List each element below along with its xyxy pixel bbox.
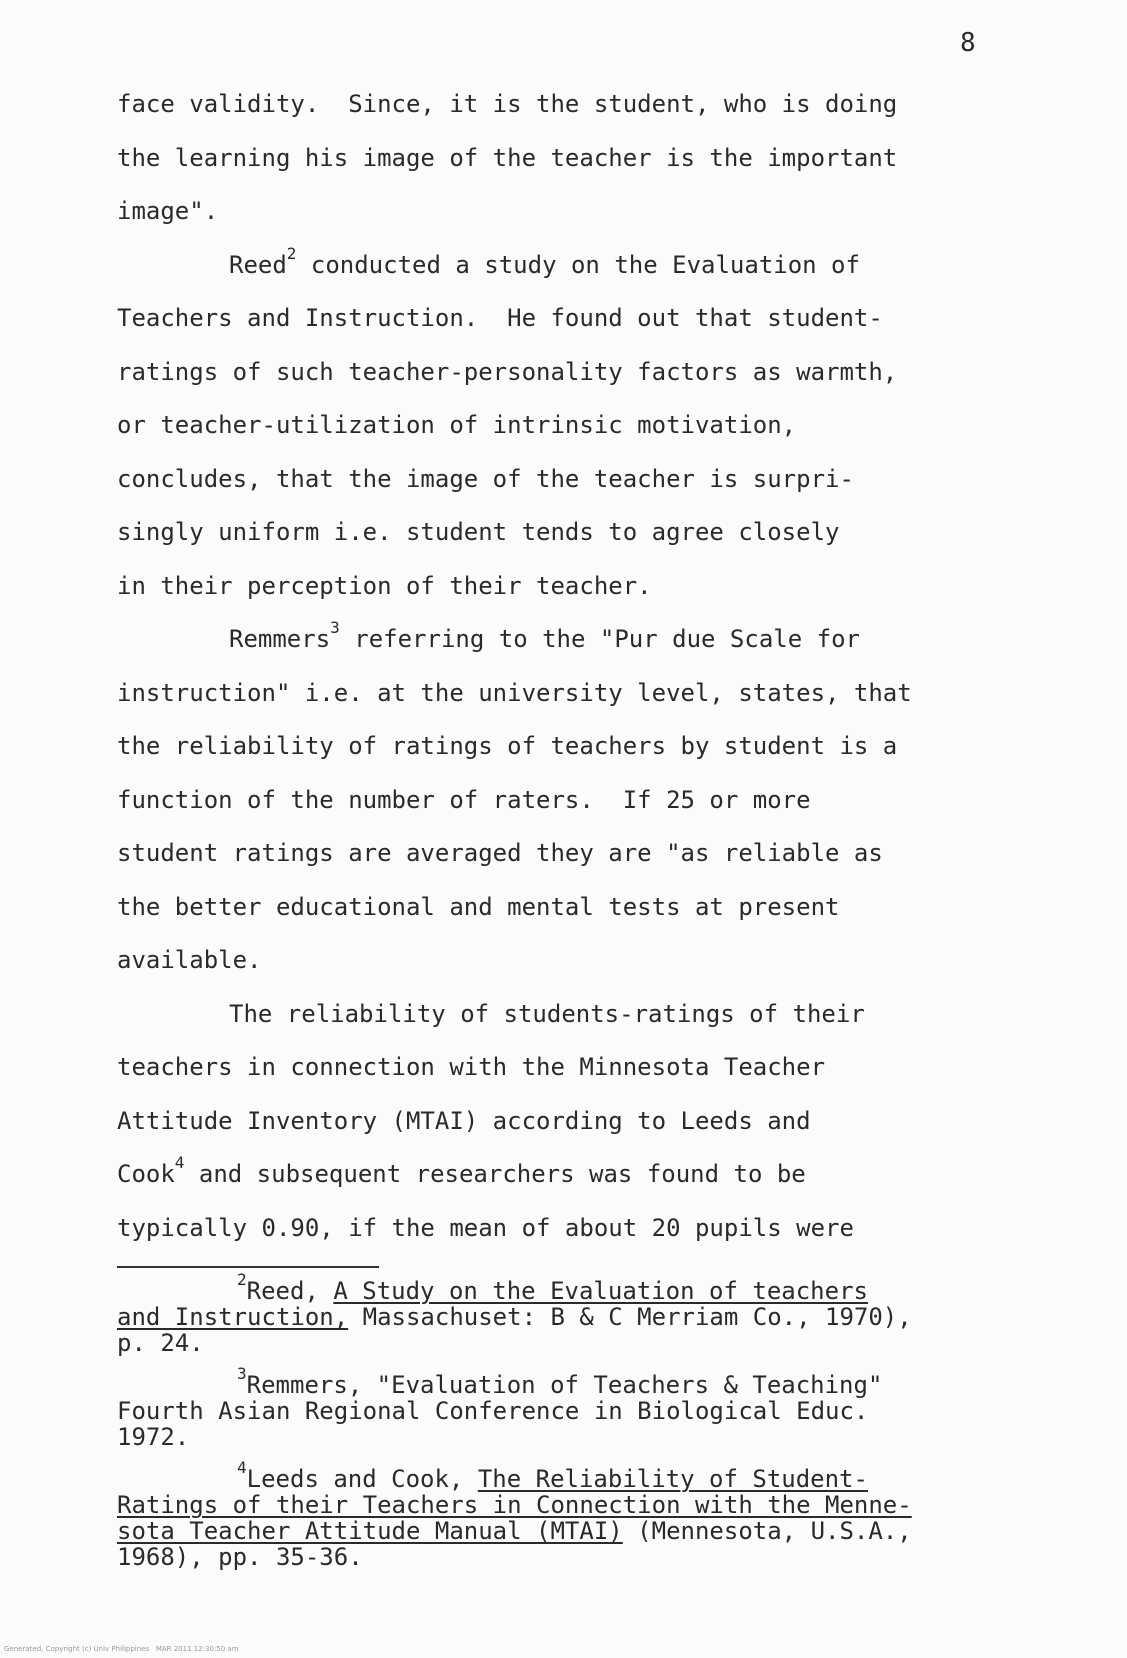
body-line: the better educational and mental tests at present bbox=[117, 892, 840, 921]
body-line: Teachers and Instruction. He found out that student- bbox=[117, 304, 883, 332]
body-line: singly uniform i.e. student tends to agree closely bbox=[117, 518, 840, 546]
footnote bbox=[117, 1458, 1077, 1571]
body-line: or teacher-utilization of intrinsic motivation, bbox=[117, 411, 797, 439]
footnote-rule bbox=[117, 1266, 379, 1268]
footnote-ref: 3 bbox=[330, 618, 340, 637]
body-line: concludes, that the image of the teacher is surpri- bbox=[117, 464, 854, 493]
body-line: face validity. Since, it is the student, who is doing bbox=[117, 90, 898, 118]
body-line: instruction" i.e. at the university level, states, that bbox=[117, 678, 912, 707]
footnote-line: 1968), pp. 35-36. bbox=[117, 1543, 363, 1571]
body-text bbox=[117, 78, 1077, 1255]
page-number: 8 bbox=[960, 28, 976, 58]
body-line: typically 0.90, if the mean of about 20 pupils were bbox=[117, 1213, 854, 1242]
underlined-title: The Reliability of Student- bbox=[477, 1465, 868, 1493]
body-line: in their perception of their teacher. bbox=[117, 571, 652, 600]
body-line: Reed$^2$ conducted a study on the Evaluation of bbox=[229, 243, 860, 279]
footnote-mark: 2 bbox=[237, 1270, 247, 1289]
footnote bbox=[117, 1364, 1077, 1451]
underlined-title: A Study on the Evaluation of teachers bbox=[333, 1277, 868, 1305]
body-line: the reliability of ratings of teachers by student is a bbox=[117, 732, 898, 760]
footnote-line: Fourth Asian Regional Conference in Biological Educ. bbox=[117, 1397, 869, 1425]
body-line: The reliability of students-ratings of their bbox=[229, 999, 865, 1028]
body-line: student ratings are averaged they are "as reliable as bbox=[117, 839, 883, 867]
footnote-mark: 3 bbox=[237, 1364, 247, 1383]
body-line: Remmers$^3$ referring to the "Pur due Scale for bbox=[229, 618, 860, 653]
footnotes bbox=[117, 1270, 1077, 1586]
footnote-mark: 4 bbox=[237, 1458, 247, 1477]
footnote-ref: 4 bbox=[174, 1153, 185, 1172]
footnote bbox=[117, 1270, 1077, 1357]
body-line: available. bbox=[117, 946, 262, 974]
footnote-line: $^4$Leeds and Cook, The Reliability of Student- bbox=[237, 1458, 868, 1493]
footnote-ref: 2 bbox=[286, 243, 297, 263]
body-line: teachers in connection with the Minnesota Teacher bbox=[117, 1053, 826, 1081]
footer-stamp: Generated, Copyright (c) Univ Philippines MAR 2011 12:30:50 am bbox=[4, 1645, 239, 1653]
footnote-line bbox=[117, 1492, 1077, 1518]
footnote-line: sota Teacher Attitude Manual (MTAI) (Mennesota, U.S.A., bbox=[117, 1517, 912, 1545]
body-line: the learning his image of the teacher is the important bbox=[117, 143, 898, 172]
body-line: ratings of such teacher-personality factors as warmth, bbox=[117, 357, 898, 386]
footnote-line: $^2$Reed, A Study on the Evaluation of teachers bbox=[237, 1270, 868, 1305]
underlined-title: and Instruction, bbox=[117, 1303, 349, 1331]
body-line: Cook$^4$ and subsequent researchers was found to be bbox=[117, 1153, 806, 1188]
footnote-line: p. 24. bbox=[117, 1329, 204, 1357]
footnote-line: and Instruction, Massachuset: B & C Merriam Co., 1970), bbox=[117, 1303, 912, 1331]
underlined-title: sota Teacher Attitude Manual (MTAI) bbox=[117, 1517, 623, 1545]
footnote-line: 1972. bbox=[117, 1423, 190, 1451]
body-line: function of the number of raters. If 25 or more bbox=[117, 785, 811, 814]
body-line: Attitude Inventory (MTAI) according to Leeds and bbox=[117, 1106, 811, 1135]
footnote-line: $^3$Remmers, "Evaluation of Teachers & Teaching" bbox=[237, 1364, 883, 1399]
body-line: image". bbox=[117, 197, 219, 225]
underlined-title: Ratings of their Teachers in Connection with the Menne- bbox=[117, 1491, 912, 1519]
